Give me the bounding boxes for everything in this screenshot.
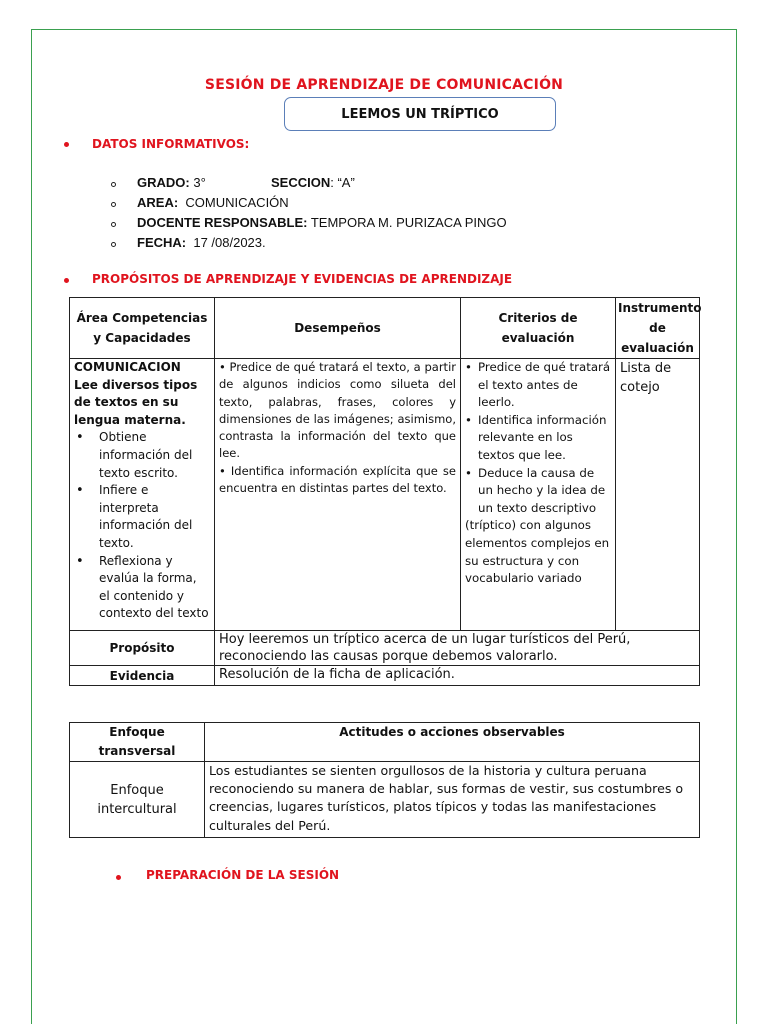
actitudes-text: Los estudiantes se sienten orgullosos de la historia y cultura peruana reconociendo su manera de hablar, sus formas de vestir, sus costumbres o creencias, lugares turísticos, platos típicos y todas las manifestaciones culturales del Perú. xyxy=(205,762,700,838)
section-preparacion: PREPARACIÓN DE LA SESIÓN xyxy=(146,868,340,882)
header-actitudes: Actitudes o acciones observables xyxy=(205,723,700,762)
list-item: • Reflexiona y evalúa la forma, el contenido y contexto del texto xyxy=(99,553,210,623)
session-subtitle-box xyxy=(284,97,556,131)
list-item: • Deduce la causa de un hecho y la idea de un texto descriptivo xyxy=(465,465,611,518)
document-title: SESIÓN DE APRENDIZAJE DE COMUNICACIÓN xyxy=(204,77,564,93)
table-row xyxy=(70,359,700,631)
criterios-list xyxy=(465,359,611,517)
list-item: • Infiere e interpreta información del texto. xyxy=(99,482,210,552)
criterios-extra: (tríptico) con algunos elementos complejos en su estructura y con vocabulario variado xyxy=(465,518,610,586)
evidencia-label: Evidencia xyxy=(70,666,215,686)
header-criterios: Criterios de evaluación xyxy=(461,298,616,359)
grado-value: 3° xyxy=(193,175,206,190)
desempenos-cell xyxy=(215,359,461,631)
info-fecha xyxy=(111,235,611,255)
header-instrumento: Instrumento de evaluación xyxy=(616,298,700,359)
desempeno-item: • Identifica información explícita que se encuentra en distintas partes del texto. xyxy=(219,463,456,496)
table-row xyxy=(70,762,700,838)
table-header-row xyxy=(70,723,700,762)
session-subtitle: LEEMOS UN TRÍPTICO xyxy=(341,106,499,122)
circle-bullet-icon xyxy=(111,202,116,207)
list-item: • Obtiene información del texto escrito. xyxy=(99,429,210,482)
evidencia-row xyxy=(70,666,700,686)
info-area xyxy=(111,195,611,215)
list-item: • Identifica información relevante en los textos que lee. xyxy=(465,412,611,465)
docente-value: TEMPORA M. PURIZACA PINGO xyxy=(310,215,507,230)
circle-bullet-icon xyxy=(111,242,116,247)
fecha-label: FECHA: xyxy=(137,235,187,250)
enfoque-table xyxy=(69,722,700,838)
area-value: COMUNICACIÓN xyxy=(185,195,289,210)
info-docente xyxy=(111,215,611,235)
enfoque-value: Enfoque intercultural xyxy=(70,762,205,838)
circle-bullet-icon xyxy=(111,182,116,187)
area-label: AREA: xyxy=(137,195,179,210)
criterios-cell xyxy=(461,359,616,631)
grado-label: GRADO: xyxy=(137,175,190,190)
info-list xyxy=(111,175,611,255)
proposito-row xyxy=(70,631,700,666)
fecha-value: 17 /08/2023. xyxy=(193,235,266,250)
circle-bullet-icon xyxy=(111,222,116,227)
bullet-icon xyxy=(64,142,69,147)
competencia-text: Lee diversos tipos de textos en su lengua materna. xyxy=(74,377,198,427)
list-item: • Predice de qué tratará el texto antes de leerlo. xyxy=(465,359,611,412)
table-header-row xyxy=(70,298,700,359)
proposito-text: Hoy leeremos un tríptico acerca de un lugar turísticos del Perú, reconociendo las causas porque debemos valorarlo. xyxy=(215,631,700,666)
learning-purposes-table xyxy=(69,297,700,686)
area-title: COMUNICACION xyxy=(74,360,181,374)
header-desempenos: Desempeños xyxy=(215,298,461,359)
header-area: Área Competencias y Capacidades xyxy=(70,298,215,359)
seccion-value: : “A” xyxy=(330,175,355,190)
section-datos-informativos: DATOS INFORMATIVOS: xyxy=(92,137,250,151)
bullet-icon xyxy=(64,278,69,283)
evidencia-text: Resolución de la ficha de aplicación. xyxy=(215,666,700,686)
docente-label: DOCENTE RESPONSABLE: xyxy=(137,215,308,230)
proposito-label: Propósito xyxy=(70,631,215,666)
section-propositos: PROPÓSITOS DE APRENDIZAJE Y EVIDENCIAS DE APRENDIZAJE xyxy=(92,272,513,286)
area-cell xyxy=(70,359,215,631)
info-grado xyxy=(111,175,611,195)
seccion-label: SECCION xyxy=(271,175,331,190)
bullet-icon xyxy=(116,875,121,880)
capacidades-list xyxy=(74,429,210,623)
instrumento-cell: Lista de cotejo xyxy=(616,359,700,631)
header-enfoque: Enfoque transversal xyxy=(70,723,205,762)
desempeno-item: • Predice de qué tratará el texto, a partir de algunos indicios como silueta del texto, palabras, frases, colores y dimensiones de las imágenes; asimismo, contrasta la información del texto que lee. xyxy=(219,360,456,461)
